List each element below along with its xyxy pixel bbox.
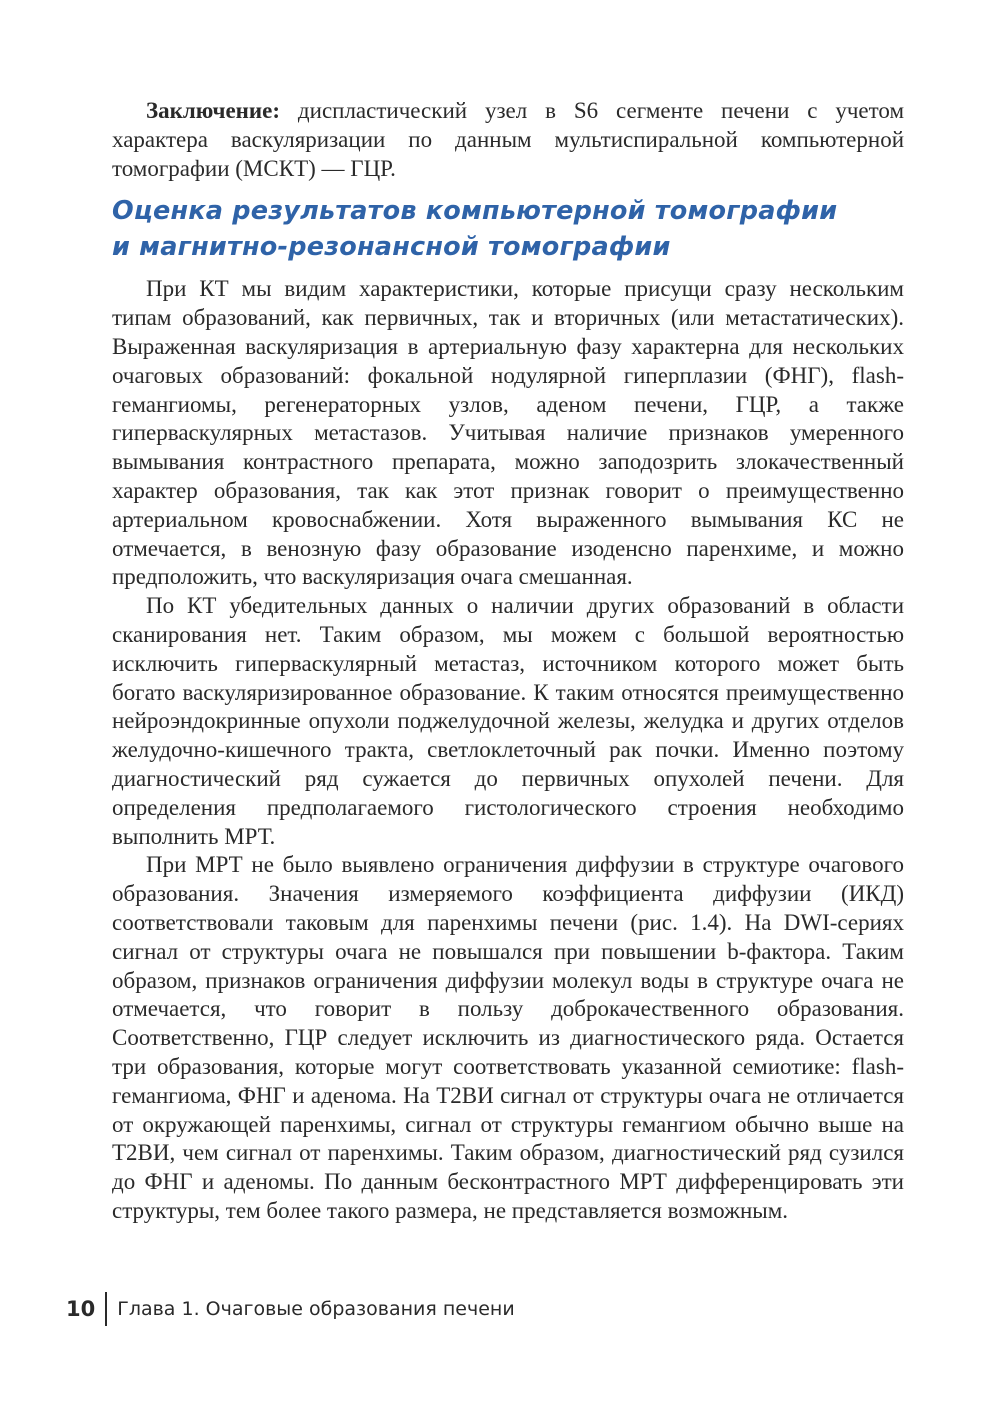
conclusion-text: диспластический узел в S6 сегменте печени с учетом характера васкуляризации по данным мультиспиральной компьютерной томографии (МСКТ) — ГЦР. — [112, 98, 904, 181]
page-number: 10 — [66, 1297, 96, 1321]
body-paragraph-1: При КТ мы видим характеристики, которые присущи сразу нескольким типам образований, как первичных, так и вторичных (или метастатических). Выраженная васкуляризация в артериальную фазу характерна для нескольких очаговых образований: фокальной нодулярной гиперплазии (ФНГ), flash-гемангиомы, регенераторных узлов, аденом печени, ГЦР, а также гиперваскулярных метастазов. Учитывая наличие признаков умеренного вымывания контрастного препарата, можно заподозрить злокачественный характер образования, так как этот признак говорит о преимущественно артериальном кровоснабжении. Хотя выраженного вымывания КС не отмечается, в венозную фазу образование изоденсно паренхиме, и можно предположить, что васкуляризация очага смешанная. — [112, 276, 904, 590]
page-body — [112, 97, 904, 1226]
body-paragraph-2: По КТ убедительных данных о наличии других образований в области сканирования нет. Таким образом, мы можем с большой вероятностью исключить гиперваскулярный метастаз, источником которого может быть богато васкуляризированное образование. К таким относятся преимущественно нейроэндокринные опухоли поджелудочной железы, желудка и других отделов желудочно-кишечного тракта, светлоклеточный рак почки. Именно поэтому диагностический ряд сужается до первичных опухолей печени. Для определения предполагаемого гистологического строения необходимо выполнить МРТ. — [112, 593, 904, 849]
section-heading — [112, 193, 904, 265]
page-footer — [66, 1292, 515, 1326]
running-title: Глава 1. Очаговые образования печени — [117, 1298, 515, 1320]
section-heading-line-1: Оценка результатов компьютерной томографии — [112, 196, 838, 227]
section-heading-line-2: и магнитно-резонансной томографии — [112, 232, 671, 263]
conclusion-paragraph — [112, 97, 904, 183]
footer-divider — [105, 1292, 107, 1326]
body-paragraph-3: При МРТ не было выявлено ограничения диффузии в структуре очагового образования. Значения измеряемого коэффициента диффузии (ИКД) соответствовали таковым для паренхимы печени (рис. 1.4). На DWI-сериях сигнал от структуры очага не повышался при повышении b-фактора. Таким образом, признаков ограничения диффузии молекул воды в структуре очага не отмечается, что говорит в пользу доброкачественного образования. Соответственно, ГЦР следует исключить из диагностического ряда. Остается три образования, которые могут соответствовать указанной семиотике: flash-гемангиома, ФНГ и аденома. На Т2ВИ сигнал от структуры очага не отличается от окружающей паренхимы, сигнал от структуры гемангиом обычно выше на Т2ВИ, чем сигнал от паренхимы. Таким образом, диагностический ряд сузился до ФНГ и аденомы. По данным бесконтрастного МРТ дифференцировать эти структуры, тем более такого размера, не представляется возможным. — [112, 852, 904, 1223]
conclusion-label: Заключение: — [146, 98, 281, 123]
